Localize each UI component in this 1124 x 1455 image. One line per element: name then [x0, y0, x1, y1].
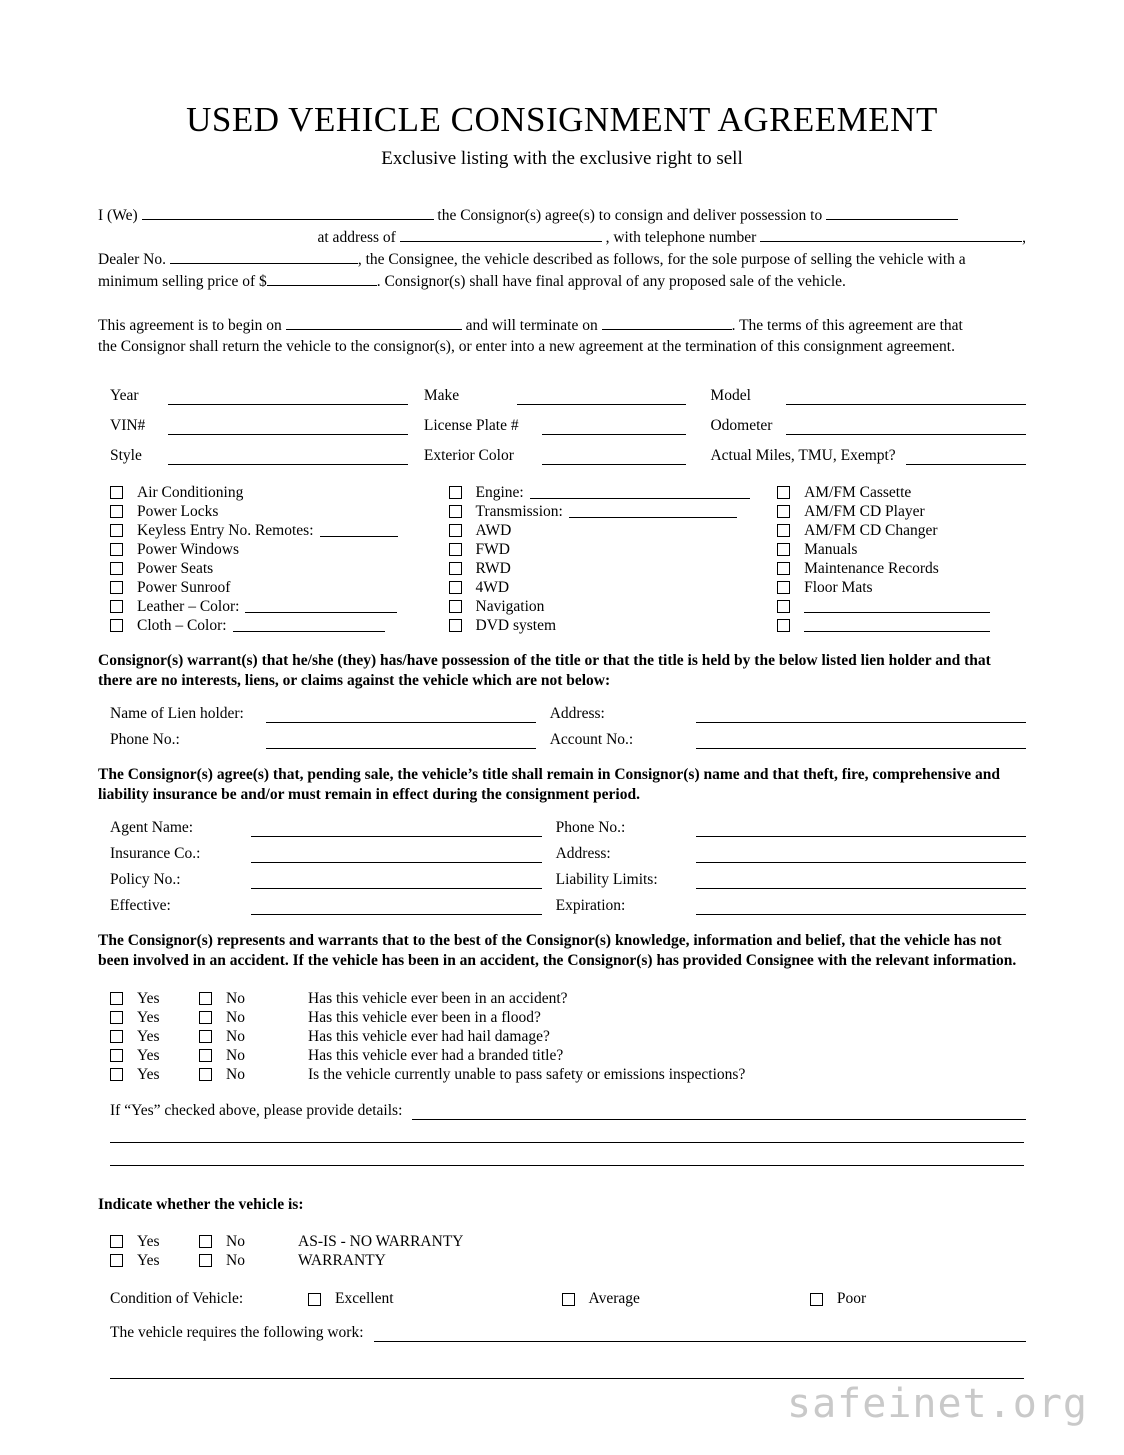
checkbox-icon-no[interactable] — [199, 1049, 212, 1062]
expiration-label: Expiration: — [555, 897, 626, 914]
insurance-fields-block — [110, 819, 1026, 915]
checkbox-icon[interactable] — [777, 600, 790, 613]
options-column-a — [110, 483, 449, 635]
option-label: Keyless Entry No. Remotes: — [137, 521, 314, 539]
consignor-name-field[interactable] — [142, 204, 434, 220]
option-row — [777, 483, 1026, 502]
option-label: 4WD — [475, 578, 510, 596]
intro-l3a: Dealer No. — [98, 251, 166, 268]
checkbox-icon[interactable] — [777, 486, 790, 499]
checkbox-icon-yes[interactable] — [110, 1235, 123, 1248]
checkbox-icon-no[interactable] — [199, 1254, 212, 1267]
question-row — [110, 1065, 1026, 1084]
license-plate-field[interactable] — [542, 420, 686, 435]
insurance-co-field[interactable] — [251, 848, 542, 863]
condition-option-poor[interactable] — [810, 1290, 866, 1308]
condition-label: Condition of Vehicle: — [110, 1290, 244, 1307]
yes-label: Yes — [137, 1027, 160, 1045]
lien-phone-label: Phone No.: — [110, 731, 180, 748]
watermark: safeinet.org — [787, 1381, 1088, 1427]
checkbox-icon-no[interactable] — [199, 1030, 212, 1043]
option-row — [777, 578, 1026, 597]
begin-date-field[interactable] — [286, 314, 462, 330]
page-title: USED VEHICLE CONSIGNMENT AGREEMENT — [186, 100, 938, 139]
vehicle-options-block — [110, 483, 1026, 635]
checkbox-icon[interactable] — [110, 505, 123, 518]
checkbox-icon[interactable] — [110, 562, 123, 575]
field-row — [110, 897, 1026, 915]
intro-l2c: , — [1022, 229, 1026, 246]
checkbox-icon[interactable] — [110, 619, 123, 632]
transmission-field[interactable] — [569, 505, 737, 518]
question-text: Is the vehicle currently unable to pass safety or emissions inspections? — [308, 1065, 746, 1083]
year-field[interactable] — [168, 390, 408, 405]
question-text: Has this vehicle ever been in a flood? — [308, 1008, 541, 1026]
warranty-text: WARRANTY — [298, 1251, 386, 1269]
checkbox-icon[interactable] — [777, 543, 790, 556]
checkbox-icon[interactable] — [110, 524, 123, 537]
option-label: Power Windows — [137, 540, 239, 558]
consignee-name-field[interactable] — [826, 204, 958, 220]
agent-name-label: Agent Name: — [110, 819, 194, 836]
option-row — [110, 521, 449, 540]
no-label: No — [226, 1027, 245, 1045]
yes-label: Yes — [137, 1065, 160, 1083]
option-row — [777, 616, 1026, 635]
term-paragraph — [98, 314, 1026, 357]
options-column-c — [777, 483, 1026, 635]
agent-phone-label: Phone No.: — [555, 819, 626, 836]
option-row — [777, 521, 1026, 540]
make-label: Make — [423, 387, 460, 404]
condition-option-label: Excellent — [335, 1290, 394, 1307]
style-field[interactable] — [168, 450, 408, 465]
yes-label: Yes — [137, 1232, 160, 1250]
actual-miles-field[interactable] — [906, 450, 1026, 465]
option-label: AM/FM Cassette — [804, 483, 912, 501]
checkbox-icon[interactable] — [449, 543, 462, 556]
checkbox-icon[interactable] — [810, 1293, 823, 1306]
insurance-co-label: Insurance Co.: — [110, 845, 201, 862]
question-row — [110, 1046, 1026, 1065]
option-row — [110, 559, 449, 578]
questions-block — [110, 989, 1026, 1084]
condition-row — [110, 1290, 1026, 1308]
license-plate-label: License Plate # — [423, 417, 519, 434]
term-l2: the Consignor shall return the vehicle to the consignor(s), or enter into a new agreement at the termination of this consignment agreement. — [98, 338, 955, 355]
liability-limits-label: Liability Limits: — [555, 871, 658, 888]
option-label: Power Sunroof — [137, 578, 231, 596]
checkbox-icon[interactable] — [449, 486, 462, 499]
options-column-b — [449, 483, 778, 635]
details-field-3[interactable] — [110, 1143, 1024, 1166]
option-row — [777, 559, 1026, 578]
effective-field[interactable] — [251, 900, 542, 915]
option-label: AM/FM CD Player — [804, 502, 925, 520]
option-label: AWD — [475, 521, 512, 539]
field-row — [110, 845, 1026, 863]
title-warrant-statement: Consignor(s) warrant(s) that he/she (they) has/have possession of the title or that the title is held by the below listed lien holder and that there are no interests, liens, or claims against the vehicle which are not below: — [98, 652, 991, 689]
question-text: Has this vehicle ever been in an accident? — [308, 989, 568, 1007]
checkbox-icon[interactable] — [777, 505, 790, 518]
option-row — [449, 578, 778, 597]
work-required-row — [110, 1324, 1026, 1342]
term-l1b: and will terminate on — [465, 317, 598, 334]
no-label: No — [226, 1046, 245, 1064]
policy-no-field[interactable] — [251, 874, 542, 889]
minimum-price-field[interactable] — [267, 270, 377, 286]
option-row — [449, 540, 778, 559]
intro-paragraph — [98, 204, 1026, 292]
checkbox-icon-no[interactable] — [199, 992, 212, 1005]
option-label: Cloth – Color: — [137, 616, 227, 634]
no-label: No — [226, 989, 245, 1007]
lien-phone-field[interactable] — [266, 734, 536, 749]
actual-miles-label: Actual Miles, TMU, Exempt? — [710, 447, 896, 464]
option-label: Engine: — [475, 483, 524, 501]
intro-l1b: the Consignor(s) agree(s) to consign and deliver possession to — [437, 207, 823, 224]
vin-field[interactable] — [168, 420, 408, 435]
exterior-color-label: Exterior Color — [423, 447, 514, 464]
lien-holder-block — [110, 705, 1026, 749]
option-label: Power Seats — [137, 559, 214, 577]
vehicle-row — [110, 387, 1026, 405]
checkbox-icon[interactable] — [110, 600, 123, 613]
question-text: Has this vehicle ever had a branded title? — [308, 1046, 564, 1064]
expiration-field[interactable] — [696, 900, 1026, 915]
yes-label: Yes — [137, 1251, 160, 1269]
vehicle-details-block — [110, 387, 1026, 465]
option-row — [110, 578, 449, 597]
model-field[interactable] — [786, 390, 1026, 405]
no-label: No — [226, 1232, 245, 1250]
checkbox-icon-yes[interactable] — [110, 992, 123, 1005]
agent-name-field[interactable] — [251, 822, 542, 837]
option-label: DVD system — [475, 616, 557, 634]
condition-option-excellent[interactable] — [308, 1290, 394, 1308]
warranty-text: AS-IS - NO WARRANTY — [298, 1232, 464, 1250]
consignee-address-field[interactable] — [400, 226, 602, 242]
lien-name-label: Name of Lien holder: — [110, 705, 244, 722]
lien-name-field[interactable] — [266, 708, 536, 723]
checkbox-icon-no[interactable] — [199, 1235, 212, 1248]
style-label: Style — [110, 447, 142, 464]
work-required-field-2[interactable] — [110, 1356, 1024, 1379]
condition-option-label: Poor — [836, 1290, 867, 1307]
option-label: Manuals — [804, 540, 858, 558]
option-row — [110, 597, 449, 616]
checkbox-icon-yes[interactable] — [110, 1254, 123, 1267]
intro-l2a: at address of — [317, 229, 396, 246]
details-field-2[interactable] — [110, 1120, 1024, 1143]
checkbox-icon-yes[interactable] — [110, 1030, 123, 1043]
field-row — [110, 871, 1026, 889]
intro-l1a: I (We) — [98, 207, 138, 224]
field-row — [110, 731, 1026, 749]
option-label: Floor Mats — [804, 578, 873, 596]
checkbox-icon[interactable] — [449, 505, 462, 518]
yes-label: Yes — [137, 1046, 160, 1064]
terminate-date-field[interactable] — [602, 314, 732, 330]
option-row — [449, 559, 778, 578]
checkbox-icon[interactable] — [449, 619, 462, 632]
field-row — [110, 705, 1026, 723]
checkbox-icon-yes[interactable] — [110, 1068, 123, 1081]
lien-address-field[interactable] — [696, 708, 1026, 723]
checkbox-icon-no[interactable] — [199, 1011, 212, 1024]
question-row — [110, 1008, 1026, 1027]
checkbox-icon[interactable] — [449, 524, 462, 537]
term-l1a: This agreement is to begin on — [98, 317, 282, 334]
option-row — [449, 616, 778, 635]
lien-account-field[interactable] — [696, 734, 1026, 749]
option-row — [449, 483, 778, 502]
question-text: Has this vehicle ever had hail damage? — [308, 1027, 550, 1045]
option-label: FWD — [475, 540, 510, 558]
intro-l3b: , the Consignee, the vehicle described as follows, for the sole purpose of selling the vehicle with a — [357, 251, 966, 268]
checkbox-icon[interactable] — [449, 562, 462, 575]
intro-l4b: . Consignor(s) shall have final approval of any proposed sale of the vehicle. — [376, 273, 846, 290]
option-label: Air Conditioning — [137, 483, 244, 501]
checkbox-icon[interactable] — [777, 562, 790, 575]
document-content — [98, 0, 1026, 1379]
warranty-block — [110, 1232, 1026, 1270]
odometer-label: Odometer — [710, 417, 773, 434]
no-label: No — [226, 1008, 245, 1026]
checkbox-icon[interactable] — [449, 600, 462, 613]
field-row — [110, 819, 1026, 837]
checkbox-icon[interactable] — [110, 581, 123, 594]
question-row — [110, 1027, 1026, 1046]
work-required-label: The vehicle requires the following work: — [110, 1324, 364, 1341]
option-label: RWD — [475, 559, 511, 577]
other-option-field-1[interactable] — [804, 600, 990, 613]
warranty-row — [110, 1232, 1026, 1251]
liability-limits-field[interactable] — [696, 874, 1026, 889]
accident-statement: The Consignor(s) represents and warrants that to the best of the Consignor(s) knowledge, information and belief, that the vehicle has not been involved in an accident. If the vehicle has been in an accident, the Consignor(s) has provided Consignee with the relevant information. — [98, 932, 1017, 969]
year-label: Year — [110, 387, 139, 404]
dealer-no-field[interactable] — [170, 248, 358, 264]
details-row — [110, 1102, 1026, 1120]
exterior-color-field[interactable] — [542, 450, 686, 465]
insurance-address-field[interactable] — [696, 848, 1026, 863]
checkbox-icon[interactable] — [308, 1293, 321, 1306]
vehicle-row — [110, 417, 1026, 435]
checkbox-icon-yes[interactable] — [110, 1049, 123, 1062]
warranty-row — [110, 1251, 1026, 1270]
checkbox-icon[interactable] — [449, 581, 462, 594]
agent-phone-field[interactable] — [696, 822, 1026, 837]
page-subtitle: Exclusive listing with the exclusive right to sell — [381, 148, 743, 169]
leather-color-field[interactable] — [245, 600, 397, 613]
make-field[interactable] — [517, 390, 687, 405]
odometer-field[interactable] — [786, 420, 1026, 435]
checkbox-icon-yes[interactable] — [110, 1011, 123, 1024]
option-label: Leather – Color: — [137, 597, 240, 615]
option-label: Transmission: — [475, 502, 563, 520]
checkbox-icon-no[interactable] — [199, 1068, 212, 1081]
no-label: No — [226, 1251, 245, 1269]
details-label: If “Yes” checked above, please provide details: — [110, 1102, 403, 1119]
checkbox-icon[interactable] — [777, 524, 790, 537]
option-row — [110, 483, 449, 502]
vehicle-row — [110, 447, 1026, 465]
option-row — [449, 597, 778, 616]
lien-account-label: Account No.: — [549, 731, 634, 748]
cloth-color-field[interactable] — [233, 619, 385, 632]
engine-field[interactable] — [530, 486, 750, 499]
option-label: AM/FM CD Changer — [804, 521, 938, 539]
checkbox-icon[interactable] — [562, 1293, 575, 1306]
option-row — [777, 540, 1026, 559]
no-label: No — [226, 1065, 245, 1083]
checkbox-icon[interactable] — [110, 486, 123, 499]
consignee-phone-field[interactable] — [760, 226, 1022, 242]
option-row — [777, 597, 1026, 616]
insurance-statement: The Consignor(s) agree(s) that, pending sale, the vehicle’s title shall remain in Consignor(s) name and that theft, fire, comprehensive and liability insurance be and/or must remain in effect during the consignment period. — [98, 766, 1000, 803]
checkbox-icon[interactable] — [110, 543, 123, 556]
option-row — [449, 502, 778, 521]
checkbox-icon[interactable] — [777, 581, 790, 594]
option-row — [110, 540, 449, 559]
term-l1c: . The terms of this agreement are that — [731, 317, 963, 334]
option-row — [777, 502, 1026, 521]
option-row — [110, 502, 449, 521]
option-label: Maintenance Records — [804, 559, 939, 577]
details-field-1[interactable] — [412, 1105, 1026, 1120]
effective-label: Effective: — [110, 897, 171, 914]
vin-label: VIN# — [110, 417, 146, 434]
intro-l4a: minimum selling price of $ — [98, 273, 267, 290]
yes-label: Yes — [137, 1008, 160, 1026]
condition-option-label: Average — [588, 1290, 640, 1307]
intro-l2b: , with telephone number — [605, 229, 757, 246]
option-label: Navigation — [475, 597, 545, 615]
option-row — [110, 616, 449, 635]
question-row — [110, 989, 1026, 1008]
other-option-field-2[interactable] — [804, 619, 990, 632]
checkbox-icon[interactable] — [777, 619, 790, 632]
condition-option-average[interactable] — [562, 1290, 640, 1308]
policy-no-label: Policy No.: — [110, 871, 181, 888]
yes-label: Yes — [137, 989, 160, 1007]
work-required-field-1[interactable] — [374, 1327, 1026, 1342]
indicate-heading: Indicate whether the vehicle is: — [98, 1196, 304, 1213]
model-label: Model — [710, 387, 751, 404]
option-row — [449, 521, 778, 540]
remotes-field[interactable] — [320, 524, 398, 537]
lien-address-label: Address: — [549, 705, 605, 722]
insurance-address-label: Address: — [555, 845, 611, 862]
option-label: Power Locks — [137, 502, 219, 520]
